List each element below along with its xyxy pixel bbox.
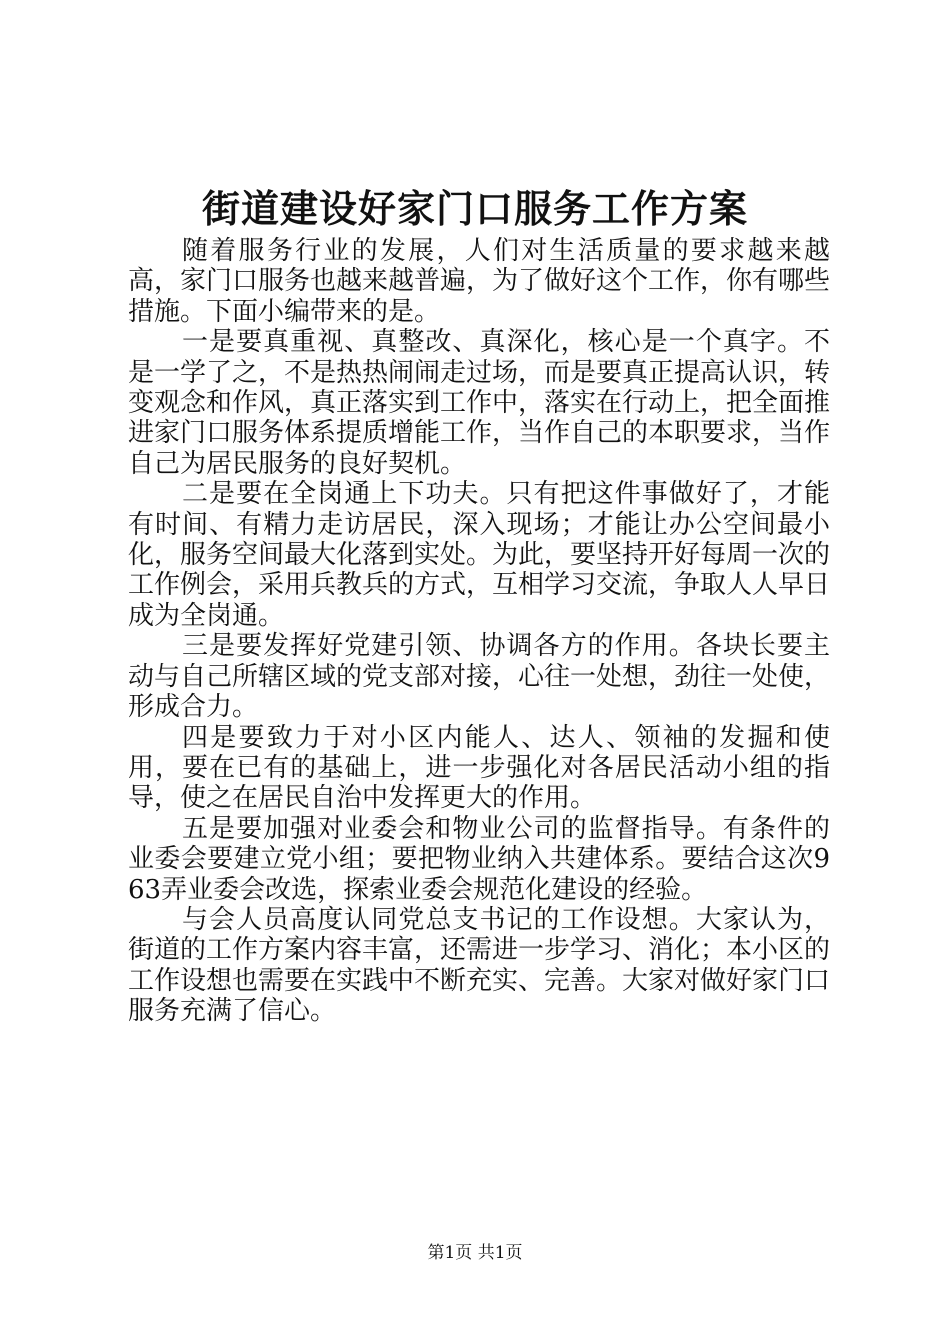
paragraph-point-3: 三是要发挥好党建引领、协调各方的作用。各块长要主动与自己所辖区域的党支部对接，心往一处想，劲往一处使，形成合力。 bbox=[128, 631, 831, 723]
paragraph-intro: 随着服务行业的发展，人们对生活质量的要求越来越高，家门口服务也越来越普遍，为了做好这个工作，你有哪些措施。下面小编带来的是。 bbox=[128, 236, 831, 327]
paragraph-point-1: 一是要真重视、真整改、真深化，核心是一个真字。不是一学了之，不是热热闹闹走过场，而是要真正提高认识，转变观念和作风，真正落实到工作中，落实在行动上，把全面推进家门口服务体系提质增能工作，当作自己的本职要求，当作自己为居民服务的良好契机。 bbox=[128, 327, 831, 479]
page-number-footer: 第1页 共1页 bbox=[427, 1243, 523, 1263]
document-body bbox=[128, 236, 830, 1027]
paragraph-conclusion: 与会人员高度认同党总支书记的工作设想。大家认为，街道的工作方案内容丰富，还需进一步学习、消化；本小区的工作设想也需要在实践中不断充实、完善。大家对做好家门口服务充满了信心。 bbox=[128, 904, 831, 1027]
paragraph-point-2: 二是要在全岗通上下功夫。只有把这件事做好了，才能有时间、有精力走访居民，深入现场；才能让办公空间最小化，服务空间最大化落到实处。为此，要坚持开好每周一次的工作例会，采用兵教兵的方式，互相学习交流，争取人人早日成为全岗通。 bbox=[128, 479, 831, 631]
paragraph-point-4: 四是要致力于对小区内能人、达人、领袖的发掘和使用，要在已有的基础上，进一步强化对各居民活动小组的指导，使之在居民自治中发挥更大的作用。 bbox=[128, 722, 830, 814]
paragraph-point-5: 五是要加强对业委会和物业公司的监督指导。有条件的业委会要建立党小组；要把物业纳入共建体系。要结合这次963弄业委会改选，探索业委会规范化建设的经验。 bbox=[128, 813, 830, 905]
document-title: 街道建设好家门口服务工作方案 bbox=[201, 186, 748, 231]
